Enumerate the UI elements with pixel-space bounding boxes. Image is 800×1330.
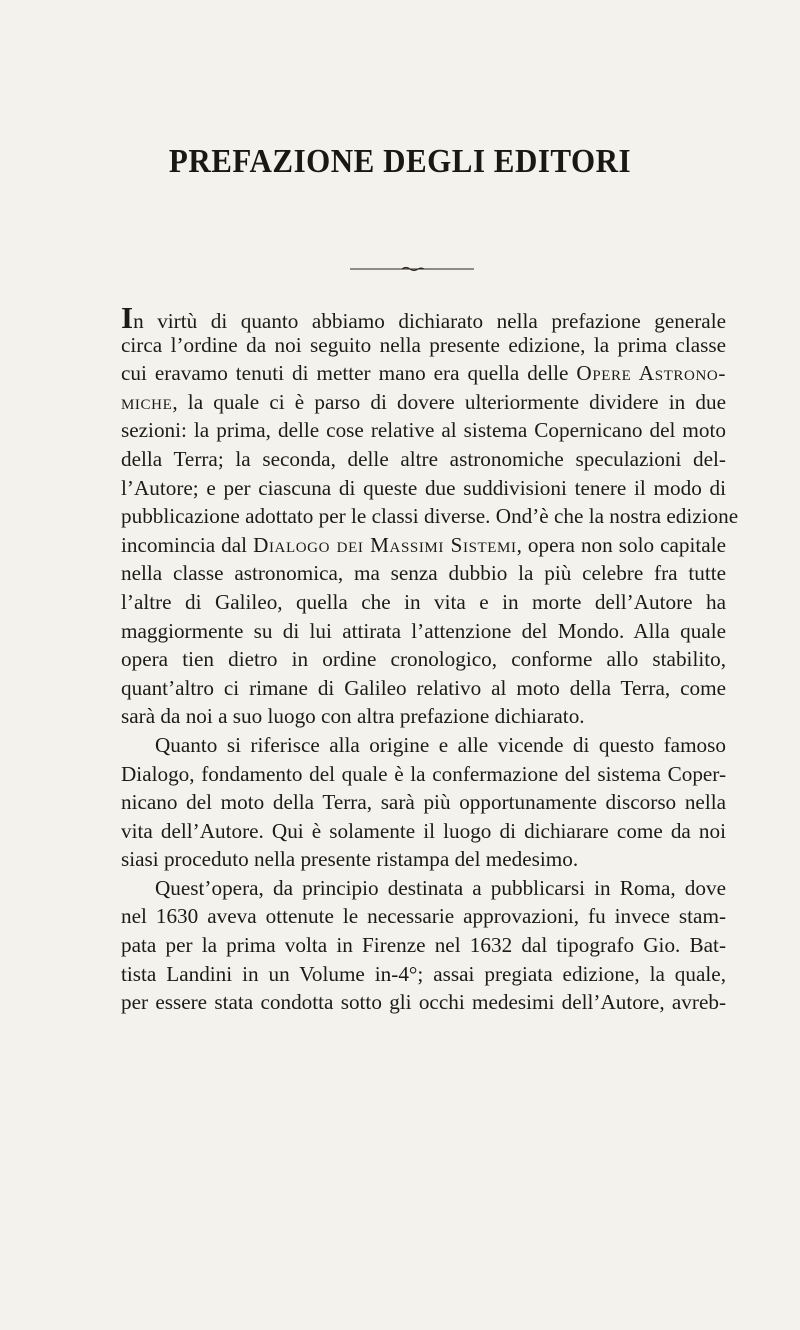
text-line: maggiormente su di lui attirata l’attenzione del Mondo. Alla quale — [121, 618, 726, 643]
text-line: l’Autore; e per ciascuna di queste due suddivisioni tenere il modo di — [121, 475, 726, 500]
preface-text — [121, 300, 739, 1017]
title-ornament-rule — [350, 266, 474, 272]
text-line: della Terra; la seconda, delle altre astronomiche speculazioni del- — [121, 446, 726, 471]
text-line: pata per la prima volta in Firenze nel 1632 dal tipografo Gio. Bat- — [121, 933, 726, 958]
text-line: per essere stata condotta sotto gli occhi medesimi dell’Autore, avreb- — [121, 990, 726, 1015]
text-line: nella classe astronomica, ma senza dubbio la più celebre fra tutte — [121, 561, 726, 586]
text-line: circa l’ordine da noi seguito nella presente edizione, la prima classe — [121, 332, 726, 357]
text-line: nicano del moto della Terra, sarà più opportunamente discorso nella — [121, 790, 726, 815]
text-line: miche, la quale ci è parso di dovere ulteriormente dividere in due — [121, 389, 726, 414]
text-line: tista Landini in un Volume in-4°; assai pregiata edizione, la quale, — [121, 961, 726, 986]
text-line: siasi proceduto nella presente ristampa del medesimo. — [121, 847, 579, 872]
text-line: opera tien dietro in ordine cronologico, conforme allo stabilito, — [121, 647, 726, 672]
page-title: PREFAZIONE DEGLI EDITORI — [168, 141, 632, 180]
small-caps-title: Dialogo dei Massimi Sistemi — [253, 532, 517, 557]
text-line — [121, 300, 726, 335]
text-line: nel 1630 aveva ottenute le necessarie approvazioni, fu invece stam- — [121, 904, 726, 929]
text-line: Dialogo, fondamento del quale è la confermazione del sistema Coper- — [121, 761, 726, 786]
text-line: l’altre di Galileo, quella che in vita e in morte dell’Autore ha — [121, 589, 726, 614]
line-1-rest: n virtù di quanto abbiamo dichiarato nella prefazione generale — [133, 309, 726, 333]
drop-cap: I — [121, 300, 134, 335]
text-line: pubblicazione adottato per le classi diverse. Ond’è che la nostra edizione — [121, 504, 739, 529]
small-caps-title: Opere Astrono- — [576, 361, 726, 386]
text-line: sezioni: la prima, delle cose relative al sistema Copernicano del moto — [121, 418, 726, 443]
text-line: Quest’opera, da principio destinata a pubblicarsi in Roma, dove — [155, 875, 726, 900]
text-line: quant’altro ci rimane di Galileo relativo al moto della Terra, come — [121, 675, 726, 700]
text-line: cui eravamo tenuti di metter mano era quella delle Opere Astrono- — [121, 361, 726, 386]
small-caps-title: miche — [121, 389, 173, 414]
text-line: vita dell’Autore. Qui è solamente il luogo di dichiarare come da noi — [121, 818, 726, 843]
text-line: incomincia dal Dialogo dei Massimi Sistemi, opera non solo capitale — [121, 532, 726, 557]
text-line: Quanto si riferisce alla origine e alle vicende di questo famoso — [155, 732, 726, 757]
text-line: sarà da noi a suo luogo con altra prefazione dichiarato. — [121, 704, 585, 729]
